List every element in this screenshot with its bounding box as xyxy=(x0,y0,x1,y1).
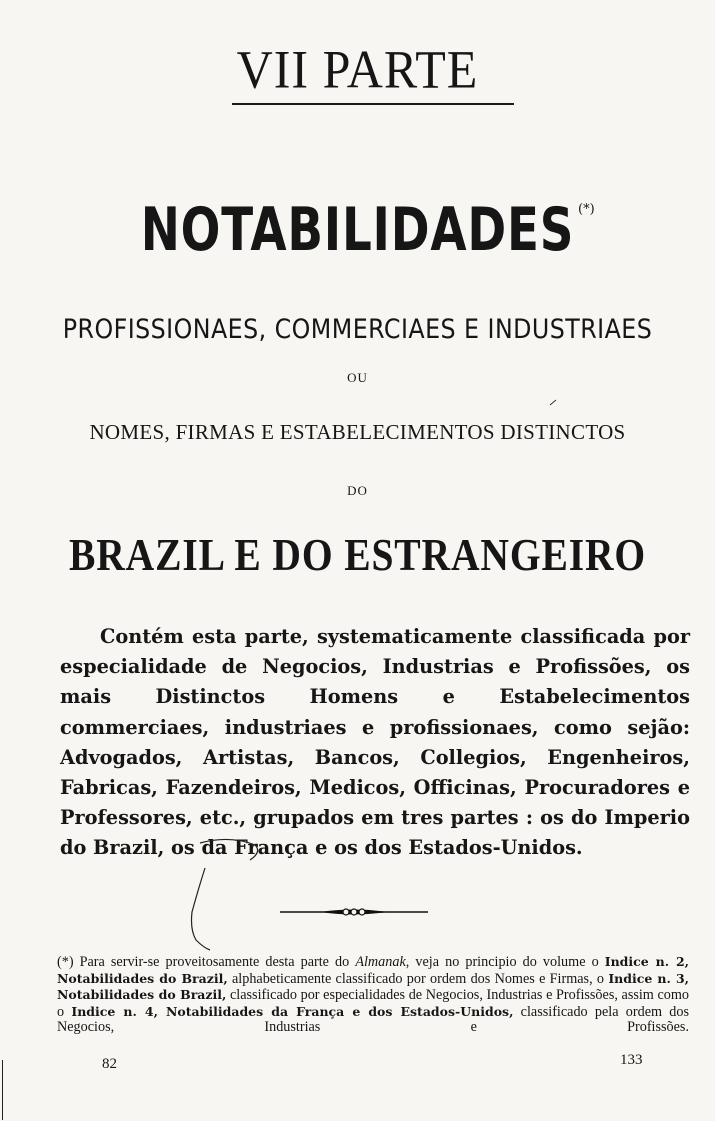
page-number-left: 82 xyxy=(102,1056,117,1072)
divider-ornament xyxy=(280,905,428,919)
footnote-text: , veja no principio do volume o xyxy=(405,954,605,970)
page-number-right: 133 xyxy=(620,1052,643,1068)
body-text: Contém esta parte, systematicamente classificada por especialidade de Negocios, Industrias e Profissões, os mais Distinctos Homens e Estabelecimentos commerciaes, industriaes e profissionaes, como sejão: Advogados, Artistas, Bancos, Collegios, Engenheiros, Fabricas, Fazendeiros, Medicos, Officinas, Procuradores e Professores, etc., grupados em tres partes : os do Imperio do Brazil, os da França e os dos Estados-Unidos. xyxy=(60,625,690,860)
footnote-text: classificado pela ordem dos Negocios, Industrias e Profissões. xyxy=(57,1003,689,1036)
title-underline xyxy=(232,103,514,105)
conjunction-do: DO xyxy=(347,483,368,498)
footnote-index-4: Indice n. 4, Notabilidades da França e dos Estados-Unidos, xyxy=(71,1003,514,1019)
country-title: BRAZIL E DO ESTRANGEIRO xyxy=(68,529,647,580)
page-edge-mark xyxy=(2,1060,3,1120)
footnote-index-2: Indice n. 2, Notabilidades do Brazil, xyxy=(57,954,689,986)
footnote-text: classificado por especialidades de Negocios, Industrias e Profissões, assim como o xyxy=(57,987,689,1020)
footnote-text: alphabeticamente classificado por ordem dos Nomes e Firmas, o xyxy=(227,970,609,987)
body-paragraph xyxy=(60,622,690,864)
subtitle-professions: PROFISSIONAES, COMMERCIAES E INDUSTRIAES xyxy=(62,314,653,345)
subtitle-names: NOMES, FIRMAS E ESTABELECIMENTOS DISTINCTOS xyxy=(89,420,626,444)
part-title: VII PARTE xyxy=(236,38,479,100)
conjunction-ou: OU xyxy=(347,370,368,385)
main-title: NOTABILIDADES xyxy=(140,195,575,265)
footnote-almanak: Almanak xyxy=(355,954,406,970)
footnote-index-3: Indice n. 3, Notabilidades do Brazil, xyxy=(57,970,689,1003)
footnote xyxy=(57,954,689,1036)
footnote-text: (*) Para servir-se proveitosamente desta parte do xyxy=(57,954,356,970)
footnote-reference-mark: (*) xyxy=(578,202,595,217)
